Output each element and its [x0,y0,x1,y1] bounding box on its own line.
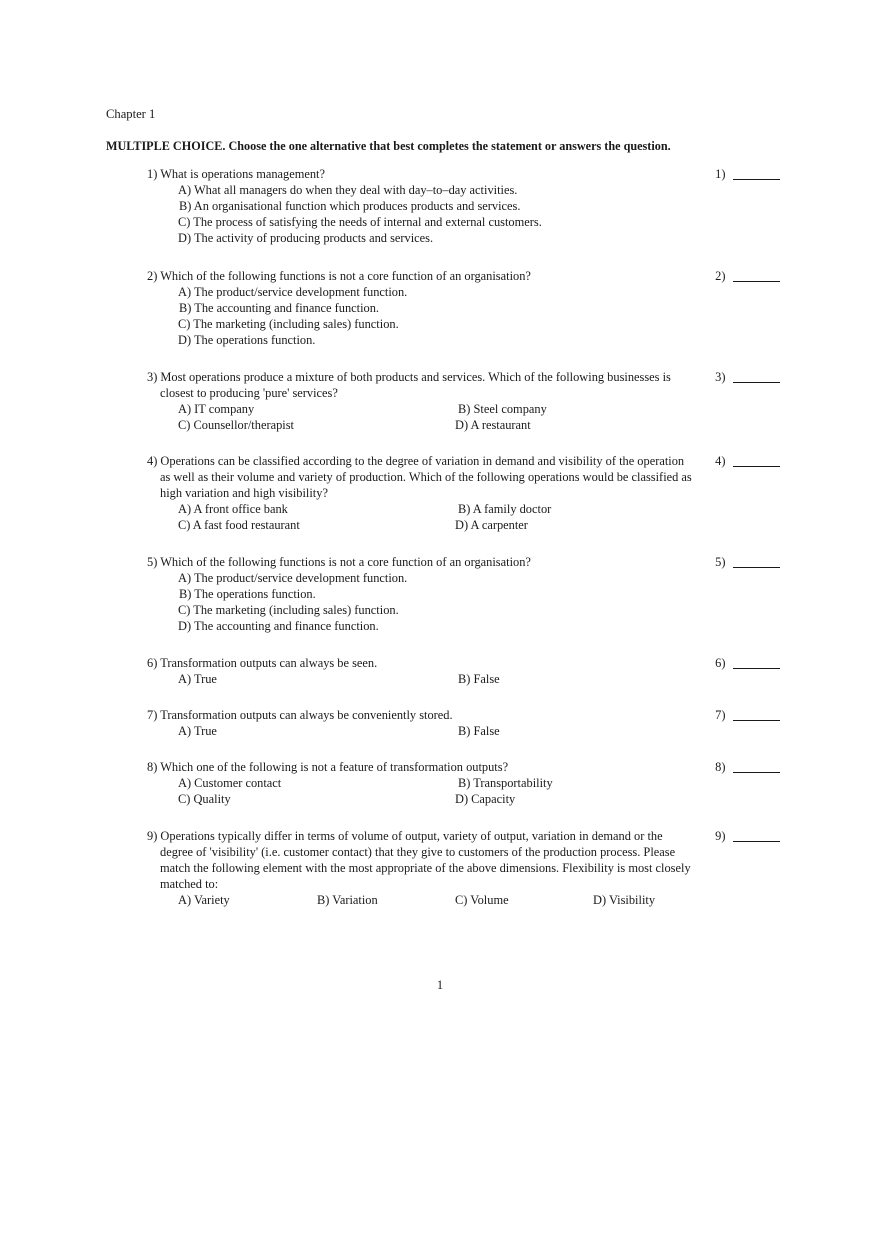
option-d: D) Capacity [455,792,516,806]
answer-slot-7[interactable] [708,707,780,723]
question-stem: 9) Operations typically differ in terms of volume of output, variety of output, variation in demand or the degree of 'visibility' (i.e. customer contact) that they give to customers of the production process. Please match the following element with the most appropriate of the above dimensions. Flexibility is most closely matched to: [147,829,691,891]
option-b: B) The accounting and finance function. [179,301,380,315]
option-a: A) True [178,724,217,738]
answer-slot-1[interactable] [708,166,780,182]
question-stem: 8) Which one of the following is not a feature of transformation outputs? [147,760,509,774]
question-9 [147,828,692,908]
section-instructions: MULTIPLE CHOICE. Choose the one alternative that best completes the statement or answers the question. [106,139,671,153]
option-d: D) Visibility [593,893,656,907]
answer-slot-5[interactable] [708,554,780,570]
option-a: A) What all managers do when they deal with day–to–day activities. [178,183,518,197]
option-d: D) The operations function. [178,333,316,347]
option-list [178,570,692,634]
answer-slot-9[interactable] [708,828,780,844]
option-c: C) Volume [455,893,509,907]
option-c: C) Counsellor/therapist [178,418,294,432]
answer-blank[interactable] [733,828,780,842]
option-c: C) Quality [178,792,231,806]
answer-blank[interactable] [733,554,780,568]
question-2 [147,268,692,348]
option-c: C) The process of satisfying the needs of internal and external customers. [178,215,542,229]
option-d: D) A restaurant [455,418,531,432]
question-7 [147,707,692,739]
question-stem: 5) Which of the following functions is not a core function of an organisation? [147,555,531,569]
question-1 [147,166,692,246]
answer-blank[interactable] [733,369,780,383]
option-list [178,284,692,348]
option-list [178,182,692,246]
option-c: C) A fast food restaurant [178,518,300,532]
answer-number: 2) [715,269,726,283]
option-c: C) The marketing (including sales) function. [178,317,399,331]
option-d: D) The accounting and finance function. [178,619,379,633]
option-a: A) True [178,672,217,686]
chapter-title: Chapter 1 [106,107,156,121]
option-grid [178,401,692,433]
answer-number: 5) [715,555,726,569]
answer-blank[interactable] [733,759,780,773]
answer-slot-8[interactable] [708,759,780,775]
option-a: A) A front office bank [178,502,288,516]
option-a: A) The product/service development function. [178,285,408,299]
question-4 [147,453,692,533]
answer-slot-4[interactable] [708,453,780,469]
option-b: B) An organisational function which produces products and services. [179,199,521,213]
option-a: A) IT company [178,402,255,416]
question-8 [147,759,692,807]
option-b: B) False [458,724,500,738]
option-grid [178,723,692,739]
option-grid [178,501,692,533]
option-grid [178,775,692,807]
answer-blank[interactable] [733,707,780,721]
question-stem: 2) Which of the following functions is not a core function of an organisation? [147,269,531,283]
option-b: B) Transportability [458,776,553,790]
answer-blank[interactable] [733,453,780,467]
question-stem: 1) What is operations management? [147,167,326,181]
option-b: B) A family doctor [458,502,552,516]
option-d: D) A carpenter [455,518,528,532]
answer-blank[interactable] [733,655,780,669]
answer-number: 8) [715,760,726,774]
question-6 [147,655,692,687]
answer-number: 1) [715,167,726,181]
option-b: B) Variation [317,893,378,907]
option-b: B) False [458,672,500,686]
answer-slot-6[interactable] [708,655,780,671]
question-stem: 3) Most operations produce a mixture of both products and services. Which of the following businesses is closest to producing 'pure' services? [147,370,671,400]
page-number: 1 [436,978,444,992]
option-c: C) The marketing (including sales) function. [178,603,399,617]
answer-slot-3[interactable] [708,369,780,385]
option-grid [178,671,692,687]
option-d: D) The activity of producing products and services. [178,231,434,245]
answer-slot-2[interactable] [708,268,780,284]
question-stem: 6) Transformation outputs can always be seen. [147,656,378,670]
option-a: A) Customer contact [178,776,282,790]
answer-number: 4) [715,454,726,468]
answer-number: 6) [715,656,726,670]
question-5 [147,554,692,634]
answer-number: 9) [715,829,726,843]
answer-number: 3) [715,370,726,384]
option-b: B) The operations function. [179,587,316,601]
question-3 [147,369,692,433]
option-a: A) Variety [178,893,230,907]
option-b: B) Steel company [458,402,547,416]
answer-blank[interactable] [733,166,780,180]
option-a: A) The product/service development function. [178,571,408,585]
question-stem: 7) Transformation outputs can always be conveniently stored. [147,708,453,722]
option-row [178,892,692,908]
question-stem: 4) Operations can be classified according to the degree of variation in demand and visibility of the operation as well as their volume and variety of production. Which of the following operations would be classified as high variation and high visibility? [147,454,692,500]
answer-number: 7) [715,708,726,722]
answer-blank[interactable] [733,268,780,282]
